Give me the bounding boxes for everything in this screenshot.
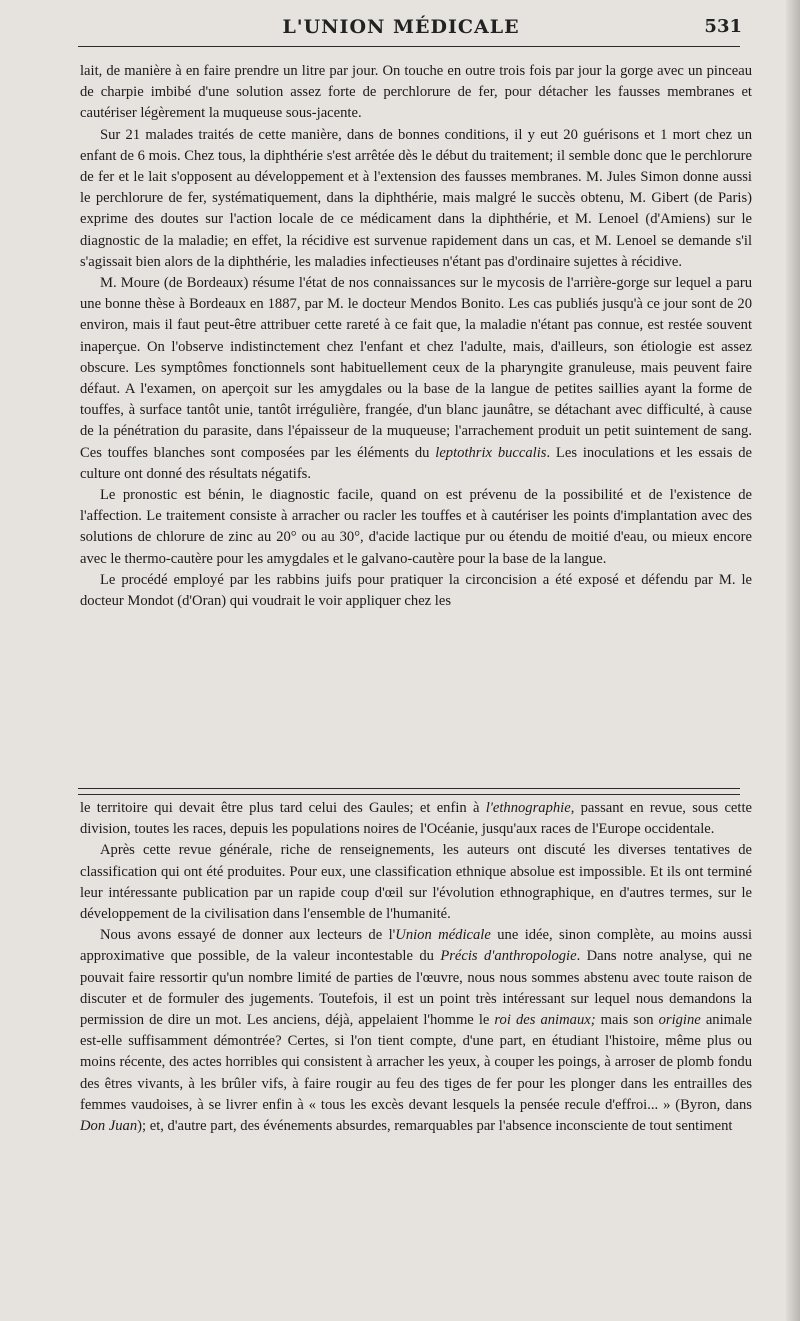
page-edge-shadow bbox=[786, 0, 800, 1321]
paragraph: Le procédé employé par les rabbins juifs pour pratiquer la circoncision a été exposé et défendu par M. le docteur Mondot (d'Oran) qui voudrait le voir appliquer chez les bbox=[80, 571, 752, 610]
text-run: , passant en revue, sous cette division, toutes les races, depuis les populations noires de l'Océanie, jusqu'aux races de l'Europe occidentale. bbox=[80, 800, 752, 838]
text-run: le territoire qui devait être plus tard celui des Gaules; et enfin à bbox=[80, 800, 486, 816]
text-run: M. Moure (de Bordeaux) résume l'état de nos connaissances sur le mycosis de l'arrière-gorge sur lequel a paru une bonne thèse à Bordeaux en 1887, par M. le docteur Mendos Bonito. Les cas publiés jusqu'à ce jour sont de 20 environ, mais il faut peut-être attribuer cette rareté à ce fait que, la maladie n'étant pas connue, est restée souvent inaperçue. On l'observe indistinctement chez l'enfant et chez l'adulte, mais, d'ailleurs, son étiologie est assez obscure. Les symptômes fonctionnels sont habituellement ceux de la pharyngite granuleuse, mais peuvent faire défaut. A l'examen, on aperçoit sur les amygdales ou la base de la langue de petites saillies ayant la forme de touffes, à surface tantôt unie, tantôt irrégulière, frangée, d'un blanc jaunâtre, se détachant avec difficulté, à cause de la pénétration du parasite, dans l'épaisseur de la muqueuse; l'arrachement produit un petit suintement de sang. Ces touffes blanches sont composées par les éléments du bbox=[80, 275, 752, 461]
paragraph bbox=[80, 273, 752, 485]
italic-term: l'ethnographie bbox=[485, 800, 571, 816]
feuilleton-rule-2 bbox=[78, 794, 740, 795]
paragraph: Le pronostic est bénin, le diagnostic facile, quand on est prévenu de la possibilité et de l'existence de l'affection. Le traitement consiste à arracher ou racler les touffes et à cautériser les points d'implantation avec des solutions de chlorure de zinc au 20° ou au 30°, d'acide lactique pur ou étendu de moitié d'eau, ou mieux encore avec le thermo-cautère pour les amygdales et le galvano-cautère pour la base de la langue. bbox=[80, 487, 752, 567]
text-run: ); et, d'autre part, des événements absurdes, remarquables par l'absence inconsciente de tout sentiment bbox=[137, 1118, 733, 1135]
italic-term: leptothrix buccalis bbox=[435, 444, 547, 461]
paragraph: Sur 21 malades traités de cette manière, dans de bonnes conditions, il y eut 20 guérisons et 1 mort chez un enfant de 6 mois. Chez tous, la diphthérie s'est arrêtée dès le début du traitement; il semble donc que le perchlorure de fer et le lait s'opposent au développement et à l'extension des fausses membranes. M. Jules Simon donne aussi le perchlorure de fer, systématiquement, dans la diphthérie, mais malgré le succès obtenu, M. Gibert (de Paris) exprime des doutes sur l'action locale de ce médicament dans la diphthérie, et M. Lenoel (d'Amiens) sur le diagnostic de la maladie; en effet, la récidive est survenue rapidement dans un cas, et M. Lenoel se demande s'il s'agissait bien alors de la diphthérie, les maladies infectieuses n'étant pas d'ordinaire sujettes à récidive. bbox=[80, 126, 752, 270]
feuilleton-rule-1 bbox=[78, 788, 740, 789]
page-number: 531 bbox=[704, 16, 742, 37]
main-text-column bbox=[80, 61, 752, 612]
paragraph bbox=[80, 925, 752, 1137]
running-header bbox=[60, 14, 742, 40]
text-run: . Les inoculations et les essais de culture ont donné des résultats négatifs. bbox=[80, 444, 753, 482]
italic-term: Don Juan bbox=[80, 1118, 138, 1135]
italic-term: Précis d'anthropologie bbox=[440, 948, 577, 965]
journal-title: L'UNION MÉDICALE bbox=[282, 16, 520, 38]
paragraph: Après cette revue générale, riche de renseignements, les auteurs ont discuté les diverses tentatives de classification qui ont été produites. Pour eux, une classification ethnique absolue est impossible. Et ils ont terminé leur intéressante publication par un rapide coup d'œil sur l'évolution ethnographique, en d'autres termes, sur le développement de la civilisation dans l'ensemble de l'humanité. bbox=[80, 842, 752, 923]
text-run: . Dans notre analyse, qui ne pouvait faire ressortir qu'un nombre limité de parties de l'œuvre, nous nous sommes abstenu avec toute raison de discuter et de formuler des jugements. Toutefois, il est un point très intéressant sur lequel nous demandons la permission de dire un mot. Les anciens, déjà, appelaient l'homme le bbox=[80, 948, 752, 1029]
paragraph: lait, de manière à en faire prendre un litre par jour. On touche en outre trois fois par jour la gorge avec un pinceau de charpie imbibé d'une solution assez forte de perchlorure de fer, pour détacher les fausses membranes et cautériser légèrement la muqueuse sous-jacente. bbox=[80, 63, 752, 122]
text-run: une idée, sinon complète, au moins aussi approximative que possible, de la valeur incontestable du bbox=[80, 927, 753, 965]
italic-term: origine bbox=[658, 1012, 701, 1029]
italic-term: roi des animaux; bbox=[494, 1012, 596, 1029]
text-run: mais son bbox=[595, 1012, 659, 1029]
feuilleton-column bbox=[80, 798, 752, 1137]
italic-term: Union médicale bbox=[395, 927, 491, 944]
text-run: Nous avons essayé de donner aux lecteurs de l' bbox=[100, 927, 396, 944]
text-run: animale est-elle suffisamment démontrée? Certes, si l'on tient compte, d'une part, en étudiant l'histoire, même plus ou moins récente, des actes horribles qui consistent à arracher les yeux, à couper les poings, à arroser de plomb fondu des êtres vivants, à les brûler vifs, à faire rougir au feu des tiges de fer pour les plonger dans les entrailles des femmes vaudoises, à se livrer enfin à « tous les excès devant lesquels la pensée recule d'effroi... » (Byron, dans bbox=[80, 1012, 753, 1113]
header-rule bbox=[78, 46, 740, 47]
paragraph bbox=[80, 798, 752, 840]
